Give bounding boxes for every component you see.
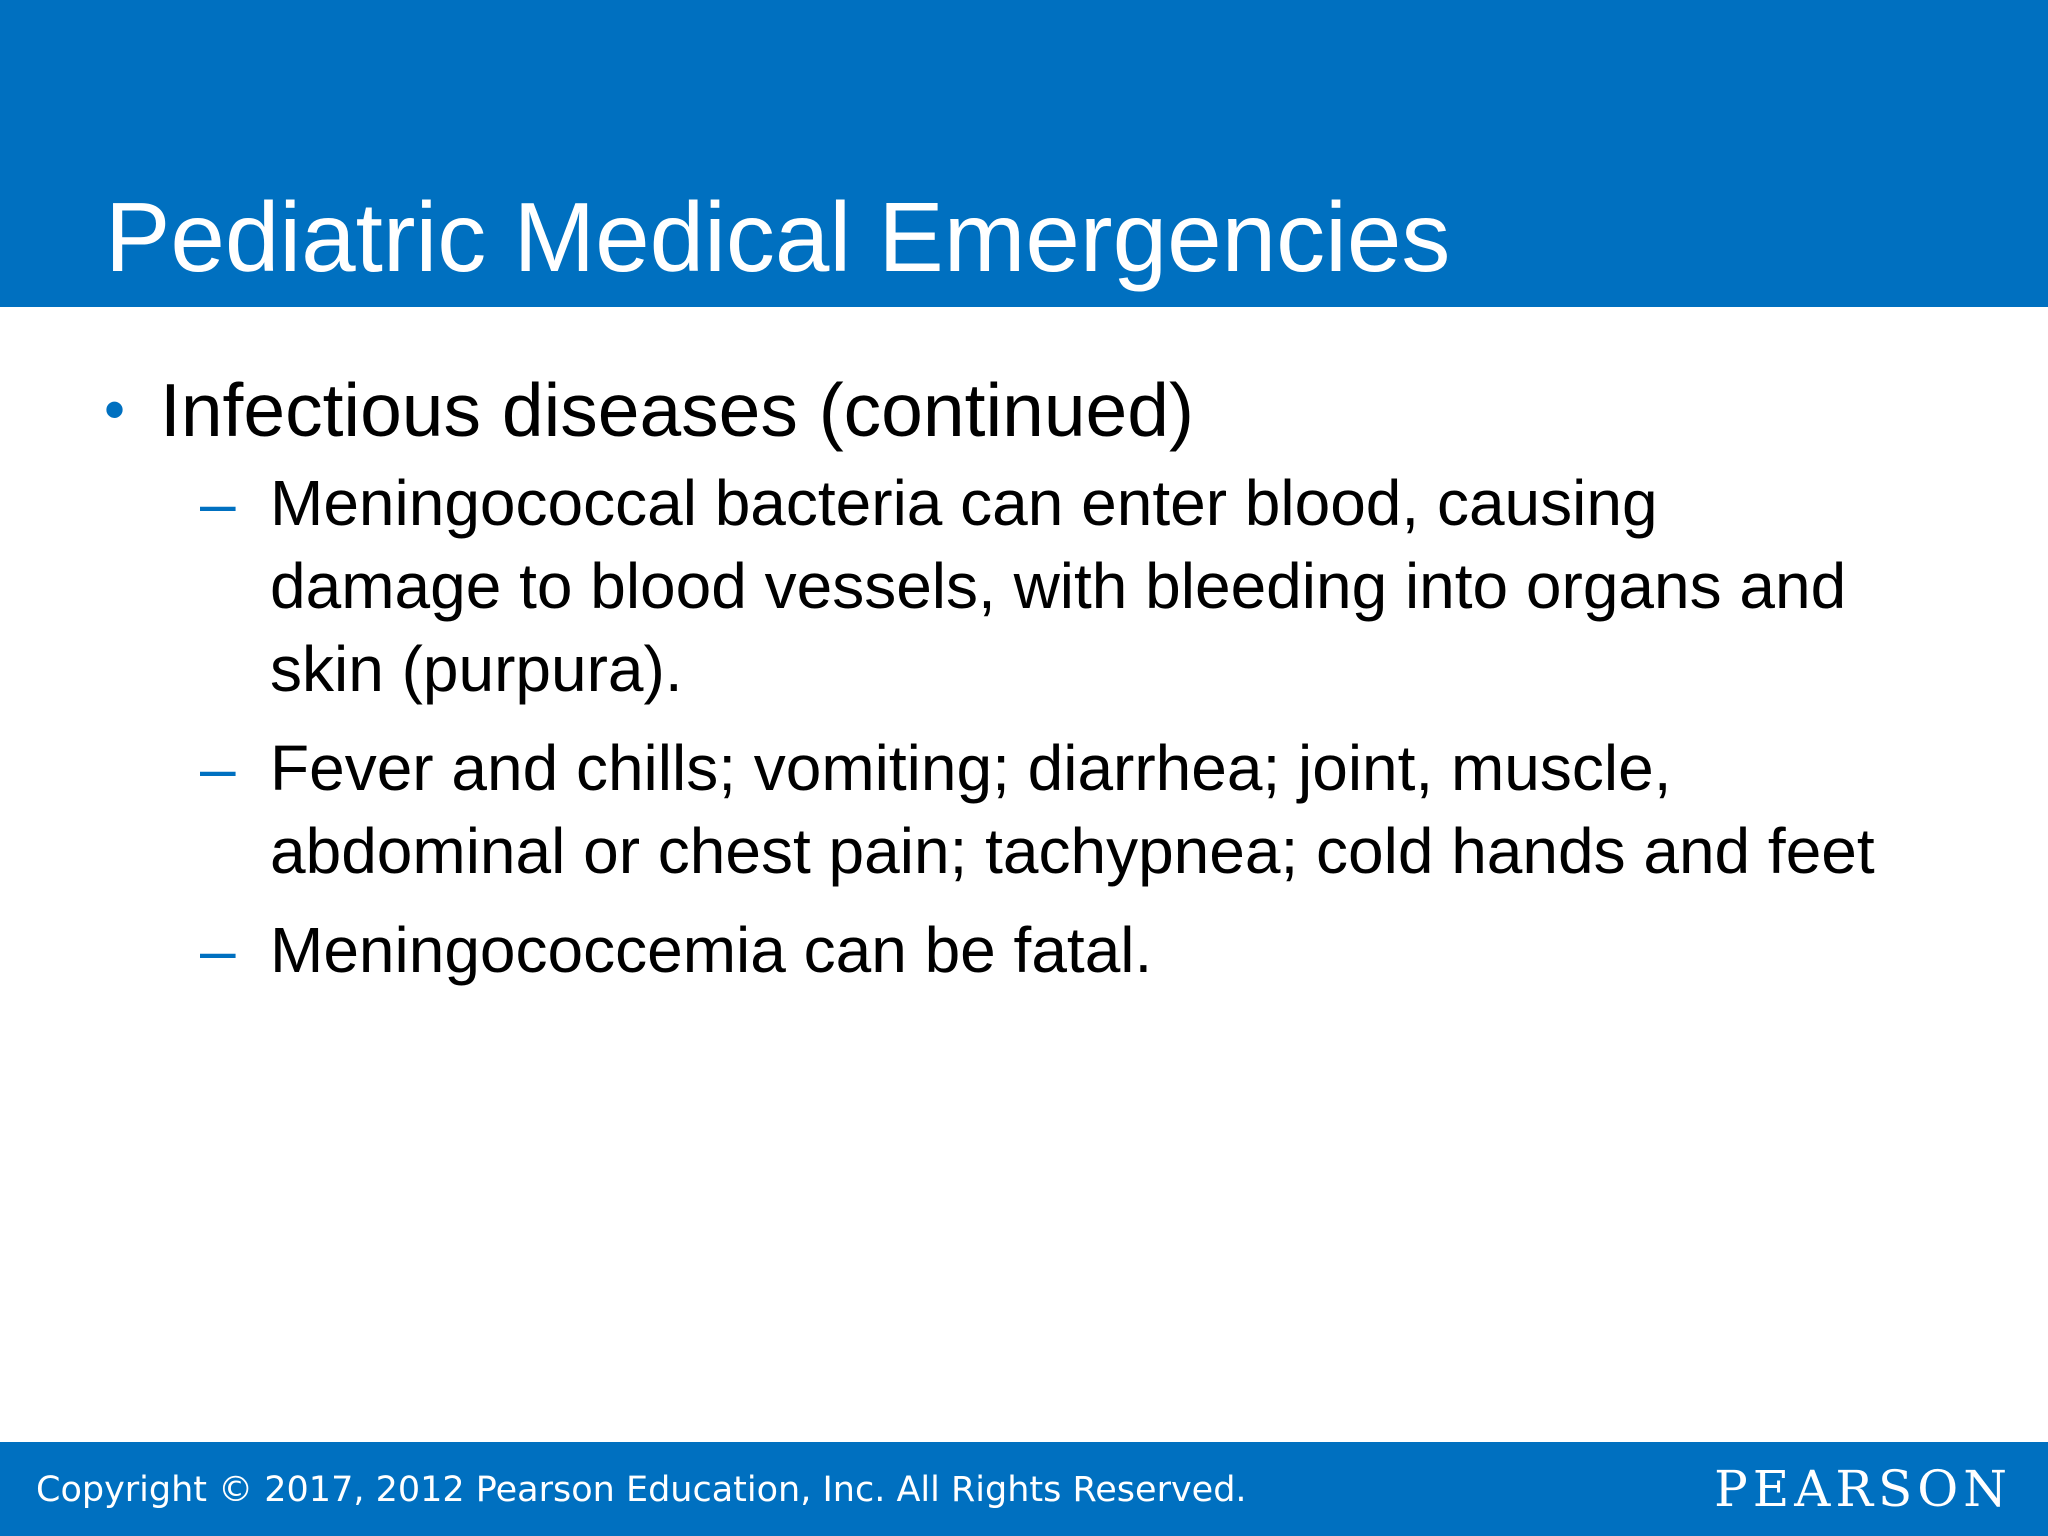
pearson-logo: PEARSON — [1714, 1460, 2012, 1518]
slide-body — [0, 360, 2048, 1008]
sub-bullet-fatal — [0, 909, 1890, 992]
slide-title: Pediatric Medical Emergencies — [105, 182, 1451, 292]
bullet-infectious-diseases — [0, 360, 2048, 460]
bullet-marker: • — [104, 376, 126, 443]
dash-marker: – — [200, 732, 236, 804]
copyright-notice: Copyright © 2017, 2012 Pearson Education, Inc. All Rights Reserved. — [36, 1470, 1247, 1510]
sub-bullet-symptoms — [0, 727, 1890, 893]
dash-marker: – — [200, 914, 236, 986]
sub-bullet-text: Meningococcemia can be fatal. — [270, 914, 1153, 986]
sub-bullet-text: Fever and chills; vomiting; diarrhea; joint, muscle, abdominal or chest pain; tachypnea; cold hands and feet — [270, 732, 1875, 887]
sub-bullet-list — [0, 462, 2048, 992]
sub-bullet-text: Meningococcal bacteria can enter blood, causing damage to blood vessels, with bleeding into organs and skin (purpura). — [270, 467, 1847, 705]
title-bar — [0, 0, 2048, 307]
footer-bar — [0, 1442, 2048, 1536]
bullet-text: Infectious diseases (continued) — [160, 368, 1194, 452]
dash-marker: – — [200, 467, 236, 539]
sub-bullet-meningococcal-bacteria — [0, 462, 1890, 711]
